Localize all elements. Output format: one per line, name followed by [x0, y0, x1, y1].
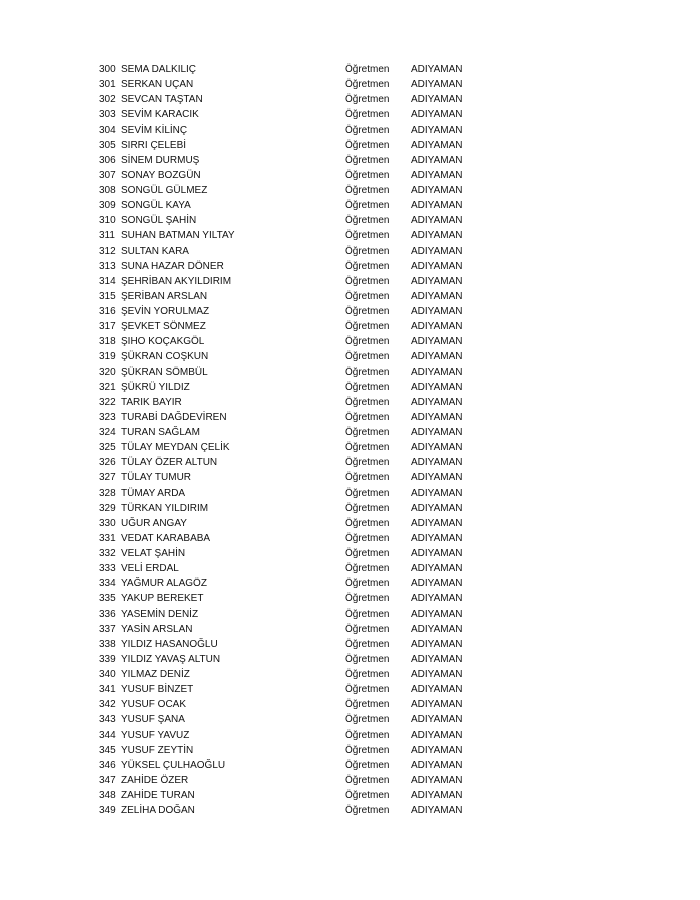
list-row [0, 198, 700, 213]
row-number: 331 [99, 532, 116, 544]
city-name: ADIYAMAN [411, 759, 463, 771]
city-name: ADIYAMAN [411, 714, 463, 726]
list-row [0, 637, 700, 652]
list-row [0, 213, 700, 228]
city-name: ADIYAMAN [411, 351, 463, 363]
row-number: 337 [99, 623, 116, 635]
city-name: ADIYAMAN [411, 517, 463, 529]
person-name: SERKAN UÇAN [121, 79, 194, 91]
job-title: Öğretmen [345, 124, 390, 136]
job-title: Öğretmen [345, 442, 390, 454]
person-name: SEVİM KİLİNÇ [121, 124, 188, 136]
city-name: ADIYAMAN [411, 169, 463, 181]
city-name: ADIYAMAN [411, 532, 463, 544]
person-name: TÜLAY ÖZER ALTUN [121, 457, 218, 469]
job-title: Öğretmen [345, 653, 390, 665]
job-title: Öğretmen [345, 64, 390, 75]
job-title: Öğretmen [345, 411, 390, 423]
person-name: YUSUF OCAK [121, 699, 187, 711]
job-title: Öğretmen [345, 381, 390, 393]
person-name: TÜLAY TUMUR [121, 472, 192, 484]
job-title: Öğretmen [345, 215, 390, 227]
person-name: YAKUP BEREKET [121, 593, 204, 605]
list-row [0, 712, 700, 727]
list-row [0, 334, 700, 349]
job-title: Öğretmen [345, 457, 390, 469]
city-name: ADIYAMAN [411, 457, 463, 469]
row-number: 332 [99, 548, 116, 559]
person-name: YUSUF BİNZET [121, 684, 194, 696]
person-name: SEMA DALKILIÇ [121, 64, 197, 75]
row-number: 304 [99, 124, 116, 136]
city-name: ADIYAMAN [411, 578, 463, 590]
row-number: 346 [99, 759, 116, 771]
city-name: ADIYAMAN [411, 396, 463, 408]
city-name: ADIYAMAN [411, 215, 463, 227]
person-name: SİNEM DURMUŞ [121, 154, 200, 166]
list-row [0, 365, 700, 380]
city-name: ADIYAMAN [411, 306, 463, 317]
person-name: YUSUF YAVUZ [121, 729, 190, 741]
person-name: SONAY BOZGÜN [121, 169, 201, 181]
job-title: Öğretmen [345, 714, 390, 726]
person-name: TÜMAY ARDA [121, 487, 186, 499]
person-name: SEVİM KARACIK [121, 109, 199, 121]
row-number: 312 [99, 245, 116, 257]
list-row [0, 289, 700, 304]
city-name: ADIYAMAN [411, 563, 463, 575]
person-name: ZAHİDE ÖZER [121, 774, 189, 786]
list-row [0, 516, 700, 531]
city-name: ADIYAMAN [411, 774, 463, 786]
job-title: Öğretmen [345, 548, 390, 559]
job-title: Öğretmen [345, 729, 390, 741]
job-title: Öğretmen [345, 139, 390, 151]
city-name: ADIYAMAN [411, 684, 463, 696]
job-title: Öğretmen [345, 532, 390, 544]
city-name: ADIYAMAN [411, 548, 463, 559]
person-name: ŞIHO KOÇAKGÖL [121, 336, 205, 348]
row-number: 318 [99, 336, 116, 348]
row-number: 321 [99, 381, 116, 393]
list-row [0, 259, 700, 274]
row-number: 343 [99, 714, 116, 726]
person-name: SUNA HAZAR DÖNER [121, 260, 224, 272]
list-row [0, 682, 700, 697]
list-row [0, 425, 700, 440]
city-name: ADIYAMAN [411, 64, 463, 75]
city-name: ADIYAMAN [411, 487, 463, 499]
person-name: ŞEVİN YORULMAZ [121, 306, 210, 317]
list-row [0, 470, 700, 485]
person-name: YUSUF ŞANA [121, 714, 185, 726]
job-title: Öğretmen [345, 185, 390, 196]
row-number: 347 [99, 774, 116, 786]
person-name: UĞUR ANGAY [121, 517, 187, 529]
city-name: ADIYAMAN [411, 79, 463, 91]
row-number: 328 [99, 487, 116, 499]
job-title: Öğretmen [345, 487, 390, 499]
job-title: Öğretmen [345, 290, 390, 302]
row-number: 344 [99, 729, 116, 741]
job-title: Öğretmen [345, 669, 390, 680]
row-number: 317 [99, 321, 116, 333]
job-title: Öğretmen [345, 109, 390, 121]
person-name: YILDIZ YAVAŞ ALTUN [121, 653, 221, 665]
list-row [0, 62, 700, 77]
person-name: SONGÜL ŞAHİN [121, 215, 197, 227]
person-name: ZELİHA DOĞAN [121, 805, 195, 817]
person-name: SULTAN KARA [121, 245, 189, 257]
list-row [0, 274, 700, 289]
list-row [0, 728, 700, 743]
job-title: Öğretmen [345, 260, 390, 272]
city-name: ADIYAMAN [411, 321, 463, 333]
row-number: 340 [99, 669, 116, 680]
job-title: Öğretmen [345, 774, 390, 786]
job-title: Öğretmen [345, 638, 390, 650]
row-number: 314 [99, 275, 116, 287]
list-row [0, 107, 700, 122]
city-name: ADIYAMAN [411, 139, 463, 151]
job-title: Öğretmen [345, 744, 390, 756]
job-title: Öğretmen [345, 94, 390, 106]
city-name: ADIYAMAN [411, 790, 463, 801]
job-title: Öğretmen [345, 790, 390, 801]
teacher-list [0, 62, 700, 818]
city-name: ADIYAMAN [411, 290, 463, 302]
city-name: ADIYAMAN [411, 744, 463, 756]
list-row [0, 455, 700, 470]
city-name: ADIYAMAN [411, 653, 463, 665]
row-number: 342 [99, 699, 116, 711]
city-name: ADIYAMAN [411, 427, 463, 438]
job-title: Öğretmen [345, 336, 390, 348]
row-number: 303 [99, 109, 116, 121]
row-number: 345 [99, 744, 116, 756]
list-row [0, 486, 700, 501]
list-row [0, 667, 700, 682]
row-number: 316 [99, 306, 116, 317]
person-name: TURABİ DAĞDEVİREN [121, 411, 227, 423]
row-number: 329 [99, 502, 116, 514]
row-number: 313 [99, 260, 116, 272]
list-row [0, 168, 700, 183]
city-name: ADIYAMAN [411, 442, 463, 454]
city-name: ADIYAMAN [411, 472, 463, 484]
row-number: 323 [99, 411, 116, 423]
list-row [0, 607, 700, 622]
row-number: 339 [99, 653, 116, 665]
row-number: 338 [99, 638, 116, 650]
city-name: ADIYAMAN [411, 805, 463, 817]
person-name: TURAN SAĞLAM [121, 427, 200, 438]
list-row [0, 92, 700, 107]
person-name: VELİ ERDAL [121, 563, 179, 575]
row-number: 306 [99, 154, 116, 166]
list-row [0, 153, 700, 168]
person-name: ŞÜKRÜ YILDIZ [121, 381, 190, 393]
person-name: ŞERİBAN ARSLAN [121, 290, 208, 302]
job-title: Öğretmen [345, 154, 390, 166]
list-row [0, 622, 700, 637]
row-number: 307 [99, 169, 116, 181]
row-number: 322 [99, 396, 116, 408]
row-number: 320 [99, 366, 116, 378]
list-row [0, 501, 700, 516]
job-title: Öğretmen [345, 396, 390, 408]
city-name: ADIYAMAN [411, 260, 463, 272]
person-name: ŞÜKRAN SÖMBÜL [121, 366, 208, 378]
person-name: TARIK BAYIR [121, 396, 182, 408]
person-name: YASİN ARSLAN [121, 623, 193, 635]
row-number: 325 [99, 442, 116, 454]
job-title: Öğretmen [345, 805, 390, 817]
person-name: ŞEVKET SÖNMEZ [121, 321, 206, 333]
person-name: VEDAT KARABABA [121, 532, 211, 544]
person-name: SIRRI ÇELEBİ [121, 139, 187, 151]
job-title: Öğretmen [345, 502, 390, 514]
job-title: Öğretmen [345, 578, 390, 590]
job-title: Öğretmen [345, 623, 390, 635]
list-row [0, 77, 700, 92]
job-title: Öğretmen [345, 306, 390, 317]
city-name: ADIYAMAN [411, 608, 463, 620]
job-title: Öğretmen [345, 321, 390, 333]
job-title: Öğretmen [345, 759, 390, 771]
person-name: ZAHİDE TURAN [121, 790, 195, 801]
city-name: ADIYAMAN [411, 200, 463, 212]
job-title: Öğretmen [345, 351, 390, 363]
city-name: ADIYAMAN [411, 154, 463, 166]
city-name: ADIYAMAN [411, 729, 463, 741]
row-number: 308 [99, 185, 116, 196]
job-title: Öğretmen [345, 699, 390, 711]
list-row [0, 773, 700, 788]
row-number: 333 [99, 563, 116, 575]
job-title: Öğretmen [345, 517, 390, 529]
row-number: 324 [99, 427, 116, 438]
person-name: VELAT ŞAHİN [121, 548, 186, 559]
city-name: ADIYAMAN [411, 623, 463, 635]
city-name: ADIYAMAN [411, 411, 463, 423]
list-row [0, 576, 700, 591]
person-name: YUSUF ZEYTİN [121, 744, 194, 756]
job-title: Öğretmen [345, 169, 390, 181]
city-name: ADIYAMAN [411, 502, 463, 514]
job-title: Öğretmen [345, 366, 390, 378]
row-number: 326 [99, 457, 116, 469]
row-number: 349 [99, 805, 116, 817]
person-name: SUHAN BATMAN YILTAY [121, 230, 235, 242]
person-name: SONGÜL GÜLMEZ [121, 185, 208, 196]
list-row [0, 758, 700, 773]
row-number: 336 [99, 608, 116, 620]
city-name: ADIYAMAN [411, 94, 463, 106]
job-title: Öğretmen [345, 593, 390, 605]
city-name: ADIYAMAN [411, 366, 463, 378]
row-number: 302 [99, 94, 116, 106]
job-title: Öğretmen [345, 200, 390, 212]
list-row [0, 244, 700, 259]
row-number: 309 [99, 200, 116, 212]
job-title: Öğretmen [345, 684, 390, 696]
list-row [0, 123, 700, 138]
city-name: ADIYAMAN [411, 699, 463, 711]
city-name: ADIYAMAN [411, 669, 463, 680]
list-row [0, 304, 700, 319]
city-name: ADIYAMAN [411, 124, 463, 136]
city-name: ADIYAMAN [411, 185, 463, 196]
list-row [0, 440, 700, 455]
person-name: YASEMİN DENİZ [121, 608, 199, 620]
list-row [0, 319, 700, 334]
row-number: 311 [99, 230, 115, 242]
list-row [0, 652, 700, 667]
person-name: TÜRKAN YILDIRIM [121, 502, 209, 514]
row-number: 341 [99, 684, 116, 696]
person-name: SEVCAN TAŞTAN [121, 94, 203, 106]
list-row [0, 349, 700, 364]
list-row [0, 697, 700, 712]
person-name: YILDIZ HASANOĞLU [121, 638, 218, 650]
row-number: 310 [99, 215, 116, 227]
list-row [0, 410, 700, 425]
list-row [0, 380, 700, 395]
list-row [0, 788, 700, 803]
list-row [0, 743, 700, 758]
job-title: Öğretmen [345, 275, 390, 287]
job-title: Öğretmen [345, 230, 390, 242]
row-number: 327 [99, 472, 116, 484]
row-number: 334 [99, 578, 116, 590]
city-name: ADIYAMAN [411, 593, 463, 605]
list-row [0, 531, 700, 546]
job-title: Öğretmen [345, 245, 390, 257]
row-number: 315 [99, 290, 116, 302]
person-name: YAĞMUR ALAGÖZ [121, 578, 207, 590]
row-number: 319 [99, 351, 116, 363]
list-row [0, 546, 700, 561]
row-number: 330 [99, 517, 116, 529]
city-name: ADIYAMAN [411, 381, 463, 393]
list-row [0, 228, 700, 243]
row-number: 300 [99, 64, 116, 75]
job-title: Öğretmen [345, 608, 390, 620]
list-row [0, 561, 700, 576]
row-number: 301 [99, 79, 116, 91]
list-row [0, 803, 700, 818]
job-title: Öğretmen [345, 427, 390, 438]
person-name: YÜKSEL ÇULHAOĞLU [121, 759, 226, 771]
row-number: 305 [99, 139, 116, 151]
job-title: Öğretmen [345, 472, 390, 484]
list-row [0, 138, 700, 153]
row-number: 348 [99, 790, 116, 801]
person-name: YILMAZ DENİZ [121, 669, 190, 680]
job-title: Öğretmen [345, 79, 390, 91]
city-name: ADIYAMAN [411, 275, 463, 287]
city-name: ADIYAMAN [411, 230, 463, 242]
city-name: ADIYAMAN [411, 336, 463, 348]
person-name: ŞÜKRAN COŞKUN [121, 351, 209, 363]
person-name: SONGÜL KAYA [121, 200, 191, 212]
person-name: ŞEHRİBAN AKYILDIRIM [121, 275, 232, 287]
city-name: ADIYAMAN [411, 109, 463, 121]
person-name: TÜLAY MEYDAN ÇELİK [121, 442, 230, 454]
city-name: ADIYAMAN [411, 638, 463, 650]
job-title: Öğretmen [345, 563, 390, 575]
list-row [0, 183, 700, 198]
list-row [0, 395, 700, 410]
row-number: 335 [99, 593, 116, 605]
city-name: ADIYAMAN [411, 245, 463, 257]
list-row [0, 591, 700, 606]
